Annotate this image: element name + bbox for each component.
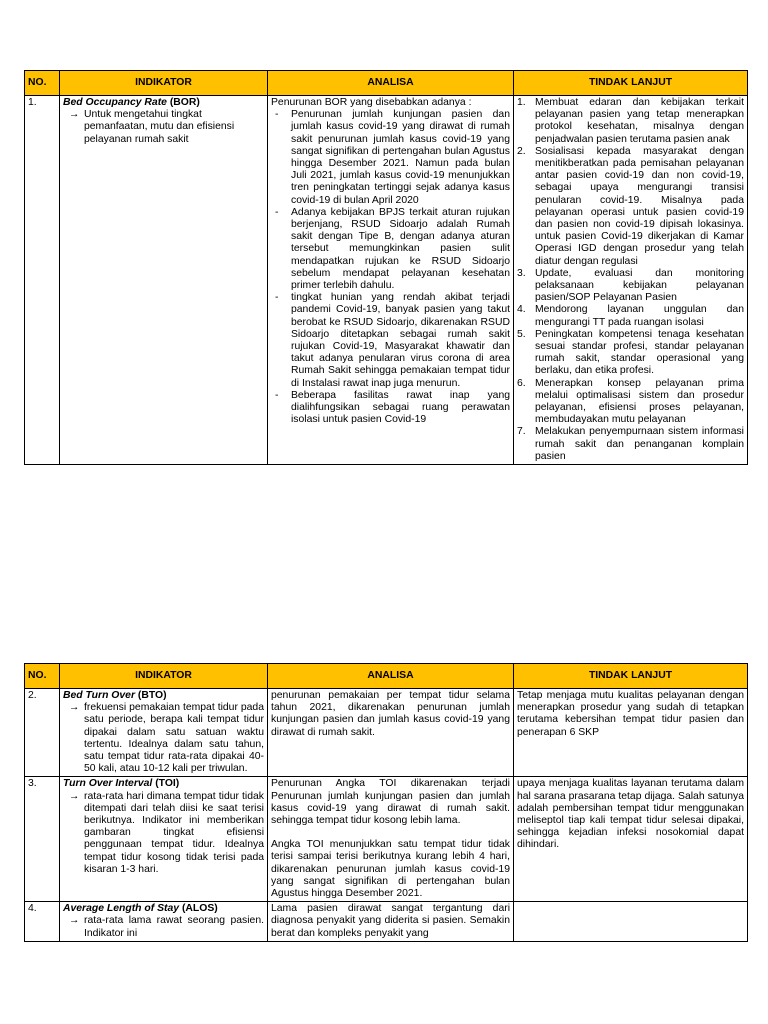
header-tindak-lanjut: TINDAK LANJUT bbox=[514, 664, 748, 689]
analisa-cell: Lama pasien dirawat sangat tergantung dari diagnosa penyakit yang diderita si pasien. Semakin berat dan kompleks penyakit yang bbox=[268, 902, 514, 942]
indikator-title-italic: Turn Over Interval bbox=[63, 778, 153, 790]
indikator-title bbox=[63, 903, 264, 915]
row-number: 3. bbox=[25, 777, 60, 902]
list-item: 2. Sosialisasi kepada masyarakat dengan menitikberatkan pada pemisahan pelayanan antar pasien covid-19 dan non covid-19, sebagai upaya mengurangi transisi penularan covid-19. Misalnya pada pelayanan operasi untuk pasien covid-19 dan pasien non covid-19 dipisah lokasinya. untuk pasien Covid-19 dikerjakan di Kamar Operasi IGD dengan prosedur yang telah diatur dengan regulasi bbox=[517, 145, 744, 267]
list-item: - Penurunan jumlah kunjungan pasien dan jumlah kasus covid-19 yang dirawat di rumah sakit penurunan jumlah kasus covid-19 yang sangat signifikan di pertengahan bulan Agustus hingga Desember 2021. Namun pada bulan Juli 2021, jumlah kasus covid-19 menunjukkan tren peningkatan tertinggi sejak adanya kasus covid-19 di bulan April 2020 bbox=[275, 109, 510, 206]
analisa-cell bbox=[268, 777, 514, 902]
indikator-desc-text: rata-rata hari dimana tempat tidur tidak ditempati dari telah diisi ke saat terisi berikutnya. Indikator ini memberikan gambaran tingkat efisiensi penggunaan tempat tidur. Idealnya tempat tidur kosong tidak terisi pada kisaran 1-3 hari. bbox=[84, 790, 264, 875]
table-row-alos bbox=[25, 902, 748, 942]
indikator-cell bbox=[60, 902, 268, 942]
header-indikator: INDIKATOR bbox=[60, 71, 268, 96]
list-item: 1. Membuat edaran dan kebijakan terkait pelayanan pasien yang tetap menerapkan protokol kesehatan, misalnya dengan penjadwalan pasien terutama pasien anak bbox=[517, 97, 744, 145]
header-analisa: ANALISA bbox=[268, 664, 514, 689]
table-indikator-2 bbox=[24, 663, 748, 942]
indikator-desc-text: Untuk mengetahui tingkat pemanfaatan, mutu dan efisiensi pelayanan rumah sakit bbox=[84, 109, 235, 145]
arrow-icon: → bbox=[69, 702, 80, 714]
row-number: 2. bbox=[25, 689, 60, 777]
list-item: 5. Peningkatan kompetensi tenaga kesehatan sesuai standar profesi, standar pelayanan rumah sakit, standar operasional yang berlaku, dan etika profesi. bbox=[517, 328, 744, 377]
row-number: 1. bbox=[25, 96, 60, 465]
list-item: 6. Menerapkan konsep pelayanan prima melalui optimalisasi sistem dan prosedur pelayanan, efisiensi proses pelayanan, membudayakan mutu pelayanan bbox=[517, 377, 744, 426]
indikator-desc bbox=[63, 702, 264, 775]
indikator-desc bbox=[63, 791, 264, 876]
tindak-lanjut-cell: Tetap menjaga mutu kualitas pelayanan dengan menerapkan prosedur yang sudah di tetapkan terutama kebersihan tempat tidur pasien dan penerapan 6 SKP bbox=[514, 689, 748, 777]
arrow-icon: → bbox=[69, 109, 80, 121]
analisa-paragraph-2: Angka TOI menunjukkan satu tempat tidur tidak terisi sampai terisi berikutnya kurang lebih 4 hari, dikarenakan penurunan jumlah kasus covid-19 yang sangat signifikan di pertengahan bulan Agustus hingga Desember 2021. bbox=[271, 839, 510, 900]
indikator-abbr: (TOI) bbox=[155, 778, 180, 790]
arrow-icon: → bbox=[69, 915, 80, 927]
indikator-desc bbox=[63, 915, 264, 939]
analisa-list bbox=[271, 109, 510, 426]
indikator-desc bbox=[63, 109, 264, 146]
indikator-title-italic: Bed Occupancy Rate bbox=[63, 97, 167, 108]
analisa-cell: penurunan pemakaian per tempat tidur selama tahun 2021, dikarenakan penurunan jumlah kunjungan pasien dan jumlah kasus covid-19 yang dirawat di rumah sakit. bbox=[268, 689, 514, 777]
header-no: NO. bbox=[25, 664, 60, 689]
table-row-toi bbox=[25, 777, 748, 902]
indikator-cell bbox=[60, 689, 268, 777]
indikator-title-italic: Average Length of Stay bbox=[63, 903, 180, 915]
tindak-lanjut-cell bbox=[514, 96, 748, 465]
list-item: - tingkat hunian yang rendah akibat terjadi pandemi Covid-19, banyak pasien yang takut berobat ke RSUD Sidoarjo, dikarenakan RSUD Sidoarjo ditetapkan sebagai rumah sakit rujukan Covid-19, Masyarakat khawatir dan takut adanya penularan virus corona di area Rumah Sakit sehingga pemakaian tempat tidur di Instalasi rawat inap juga menurun. bbox=[275, 292, 510, 389]
tindak-lanjut-list bbox=[517, 97, 744, 463]
indikator-abbr: (ALOS) bbox=[181, 903, 218, 915]
indikator-title-italic: Bed Turn Over bbox=[63, 690, 135, 701]
indikator-desc-text: rata-rata lama rawat seorang pasien. Indikator ini bbox=[84, 915, 264, 939]
indikator-desc-text: frekuensi pemakaian tempat tidur pada satu periode, berapa kali tempat tidur dipakai dalam satu satuan waktu tertentu. Idealnya dalam satu tahun, satu tempat tidur rata-rata dipakai 40-50 kali, atau 10-12 kali per triwulan. bbox=[84, 702, 264, 775]
table-row-bor bbox=[25, 96, 748, 465]
analisa-paragraph-1: Penurunan Angka TOI dikarenakan terjadi Penurunan jumlah kunjungan pasien dan jumlah kasus covid-19 yang dirawat di rumah sakit. sehingga tempat tidur kosong lebih lama. bbox=[271, 778, 510, 827]
arrow-icon: → bbox=[69, 790, 80, 802]
list-item: - Adanya kebijakan BPJS terkait aturan rujukan berjenjang, RSUD Sidoarjo adalah Rumah sakit dengan Tipe B, dengan adanya aturan tersebut memungkinkan pasien sulit mendapatkan rujukan ke RSUD Sidoarjo sebelum mendapat pelayanan kesehatan primer terlebih dahulu. bbox=[275, 206, 510, 292]
indikator-title bbox=[63, 778, 264, 790]
analisa-intro: Penurunan BOR yang disebabkan adanya : bbox=[271, 97, 472, 108]
list-item: - Beberapa fasilitas rawat inap yang dialihfungsikan sebagai ruang perawatan isolasi untuk pasien Covid-19 bbox=[275, 389, 510, 426]
indikator-title bbox=[63, 97, 264, 109]
header-analisa: ANALISA bbox=[268, 71, 514, 96]
table-header-row bbox=[25, 71, 748, 96]
table-indikator-1 bbox=[24, 70, 748, 465]
tindak-lanjut-cell bbox=[514, 902, 748, 942]
row-number: 4. bbox=[25, 902, 60, 942]
list-item: 4. Mendorong layanan unggulan dan mengurangi TT pada ruangan isolasi bbox=[517, 304, 744, 328]
indikator-abbr: (BTO) bbox=[137, 690, 167, 701]
indikator-cell bbox=[60, 96, 268, 465]
table-header-row bbox=[25, 664, 748, 689]
list-item: 3. Update, evaluasi dan monitoring pelaksanaan kebijakan pelayanan pasien/SOP Pelayanan Pasien bbox=[517, 267, 744, 304]
indikator-title bbox=[63, 690, 264, 702]
indikator-abbr: (BOR) bbox=[169, 97, 200, 108]
header-tindak-lanjut: TINDAK LANJUT bbox=[514, 71, 748, 96]
table-row-bto bbox=[25, 689, 748, 777]
header-indikator: INDIKATOR bbox=[60, 664, 268, 689]
analisa-cell bbox=[268, 96, 514, 465]
list-item: 7. Melakukan penyempurnaan sistem informasi rumah sakit dan penanganan komplain pasien bbox=[517, 426, 744, 462]
header-no: NO. bbox=[25, 71, 60, 96]
indikator-cell bbox=[60, 777, 268, 902]
tindak-lanjut-cell: upaya menjaga kualitas layanan terutama dalam hal sarana prasarana tetap dijaga. Salah satunya adalah pembersihan tempat tidur menggunakan meliseptol tiap kali tempat tidur selesai dipakai, sehingga kejadian infeksi nosokomial dapat dihindari. bbox=[514, 777, 748, 902]
